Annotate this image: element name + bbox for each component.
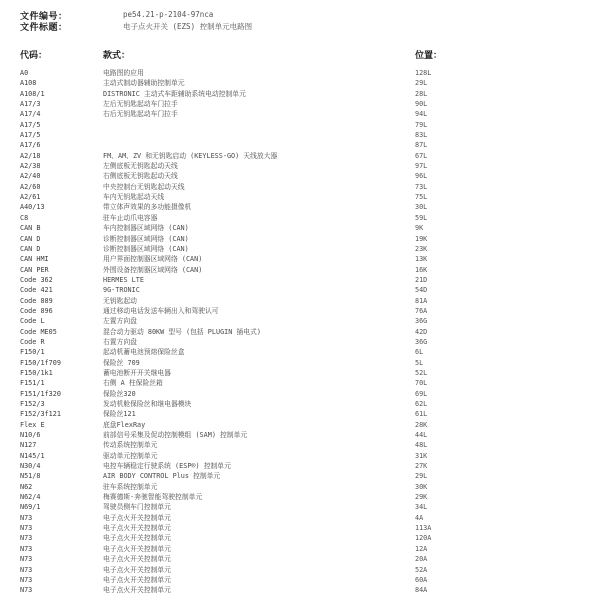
- column-header-code: 代码：: [20, 51, 48, 61]
- row-location: 60A: [415, 575, 428, 584]
- file-title-value: 电子点火开关 (EZS) 控制单元电路图: [123, 22, 253, 31]
- table-row: [0, 554, 603, 564]
- row-description: 电控车辆稳定行驶系统 (ESP®) 控制单元: [103, 462, 231, 471]
- row-code: N145/1: [20, 451, 45, 460]
- row-code: F151/1f320: [20, 389, 61, 398]
- table-row: [0, 161, 603, 171]
- row-location: 29L: [415, 472, 428, 481]
- row-code: A17/4: [20, 110, 41, 119]
- row-code: F150/1k1: [20, 368, 53, 377]
- row-code: CAN B: [20, 224, 41, 233]
- table-row: [0, 99, 603, 109]
- row-code: N73: [20, 575, 33, 584]
- row-code: F150/1f709: [20, 358, 61, 367]
- row-code: N73: [20, 513, 33, 522]
- table-row: [0, 337, 603, 347]
- row-code: N73: [20, 555, 33, 564]
- row-code: F150/1: [20, 348, 45, 357]
- table-row: [0, 378, 603, 388]
- row-code: A17/5: [20, 131, 41, 140]
- row-description: 电子点火开关控制单元: [103, 555, 171, 564]
- row-location: 29K: [415, 493, 428, 502]
- row-description: 驱动单元控制单元: [103, 451, 158, 460]
- table-row: [0, 492, 603, 502]
- table-row: [0, 585, 603, 595]
- row-location: 69L: [415, 389, 428, 398]
- table-row: [0, 285, 603, 295]
- row-location: 97L: [415, 162, 428, 171]
- table-row: [0, 109, 603, 119]
- row-code: Code R: [20, 337, 45, 346]
- row-code: N62/4: [20, 493, 41, 502]
- row-location: 36G: [415, 317, 428, 326]
- row-location: 94L: [415, 110, 428, 119]
- row-location: 20A: [415, 555, 428, 564]
- row-code: A2/18: [20, 151, 41, 160]
- row-code: A17/5: [20, 120, 41, 129]
- row-code: A0: [20, 69, 29, 77]
- row-description: 电子点火开关控制单元: [103, 586, 171, 595]
- table-row: [0, 244, 603, 254]
- component-table: [0, 68, 603, 596]
- row-code: A108: [20, 79, 37, 88]
- row-location: 76A: [415, 306, 428, 315]
- row-code: Code 889: [20, 296, 53, 305]
- row-description: 右置方向盘: [103, 337, 137, 346]
- row-code: CAN D: [20, 234, 41, 243]
- row-description: 前部信号采集及促动控制模组 (SAM) 控制单元: [103, 431, 248, 440]
- row-code: CAN D: [20, 244, 41, 253]
- row-location: 59L: [415, 213, 428, 222]
- row-code: N51/8: [20, 472, 41, 481]
- table-row: [0, 399, 603, 409]
- row-code: A2/40: [20, 172, 41, 181]
- table-row: [0, 192, 603, 202]
- table-row: [0, 420, 603, 430]
- row-code: A40/13: [20, 203, 45, 212]
- table-row: [0, 89, 603, 99]
- row-location: 52L: [415, 368, 428, 377]
- row-location: 61L: [415, 410, 428, 419]
- row-code: N62: [20, 482, 33, 491]
- row-code: Code 362: [20, 275, 53, 284]
- row-code: A17/3: [20, 100, 41, 109]
- row-location: 54D: [415, 286, 428, 295]
- table-row: [0, 533, 603, 543]
- table-row: [0, 430, 603, 440]
- row-description: 驾驶员侧车门控制单元: [103, 503, 171, 512]
- row-code: F152/3: [20, 400, 45, 408]
- row-location: 81A: [415, 296, 428, 305]
- row-location: 75L: [415, 193, 428, 202]
- row-location: 128L: [415, 69, 432, 77]
- row-code: N30/4: [20, 462, 41, 471]
- file-number-label: 文件编号：: [20, 12, 68, 22]
- row-code: A17/6: [20, 141, 41, 150]
- table-row: [0, 482, 603, 492]
- table-row: [0, 68, 603, 78]
- column-header-description: 款式：: [103, 51, 131, 61]
- table-row: [0, 316, 603, 326]
- row-description: 车内控制器区域网络 (CAN): [103, 224, 189, 233]
- row-description: 通过移动电话发送车辆出入和驾驶认可: [103, 306, 219, 315]
- row-location: 5L: [415, 358, 424, 367]
- table-row: [0, 265, 603, 275]
- table-row: [0, 275, 603, 285]
- row-description: 电子点火开关控制单元: [103, 544, 171, 553]
- row-location: 113A: [415, 524, 432, 533]
- row-description: 诊断控制器区域网络 (CAN): [103, 244, 189, 253]
- row-location: 62L: [415, 400, 428, 408]
- row-location: 30L: [415, 203, 428, 212]
- row-description: 外围设备控制器区域网络 (CAN): [103, 265, 203, 274]
- row-location: 27K: [415, 462, 428, 471]
- table-row: [0, 575, 603, 585]
- row-code: Code 421: [20, 286, 53, 295]
- row-location: 73L: [415, 182, 428, 191]
- table-row: [0, 140, 603, 150]
- row-description: AIR BODY CONTROL Plus 控制单元: [103, 472, 221, 481]
- row-location: 87L: [415, 141, 428, 150]
- row-location: 19K: [415, 234, 428, 243]
- row-description: 混合动力驱动 80KW 型号 (包括 PLUGIN 插电式): [103, 327, 261, 336]
- row-description: DISTRONIC 主动式车距辅助系统电动控制单元: [103, 89, 246, 98]
- row-description: 蓄电池断开开关继电器: [103, 368, 171, 377]
- row-code: F152/3f121: [20, 410, 61, 419]
- row-code: A108/1: [20, 89, 45, 98]
- row-location: 6L: [415, 348, 424, 357]
- table-row: [0, 202, 603, 212]
- table-row: [0, 451, 603, 461]
- row-location: 67L: [415, 151, 428, 160]
- row-description: 驻车系统控制单元: [103, 482, 158, 491]
- row-location: 34L: [415, 503, 428, 512]
- row-description: 驻车止动爪电容器: [103, 213, 158, 222]
- row-description: 底盘FlexRay: [103, 420, 146, 429]
- table-row: [0, 368, 603, 378]
- row-location: 4A: [415, 513, 424, 522]
- table-row: [0, 565, 603, 575]
- row-code: Flex E: [20, 420, 45, 429]
- row-description: 电路图的应用: [103, 69, 144, 77]
- table-row: [0, 130, 603, 140]
- row-code: Code 896: [20, 306, 53, 315]
- table-row: [0, 358, 603, 368]
- table-row: [0, 544, 603, 554]
- row-code: N69/1: [20, 503, 41, 512]
- table-row: [0, 151, 603, 161]
- row-location: 9K: [415, 224, 424, 233]
- row-code: Code L: [20, 317, 45, 326]
- row-location: 44L: [415, 431, 428, 440]
- row-code: N73: [20, 565, 33, 574]
- row-location: 42D: [415, 327, 428, 336]
- row-description: FM、AM、ZV 和无钥匙启动 (KEYLESS-GO) 天线放大器: [103, 151, 278, 160]
- row-location: 23K: [415, 244, 428, 253]
- row-description: 左侧底板无钥匙起动天线: [103, 162, 178, 171]
- row-code: A2/60: [20, 182, 41, 191]
- table-row: [0, 409, 603, 419]
- row-description: 传动系统控制单元: [103, 441, 158, 450]
- row-description: 车内无钥匙起动天线: [103, 193, 165, 202]
- row-location: 28K: [415, 420, 428, 429]
- row-description: 电子点火开关控制单元: [103, 534, 171, 543]
- row-location: 21D: [415, 275, 428, 284]
- row-location: 52A: [415, 565, 428, 574]
- row-description: 9G-TRONIC: [103, 286, 140, 295]
- row-code: CAN HMI: [20, 255, 49, 264]
- row-code: N73: [20, 534, 33, 543]
- row-description: 右后无钥匙起动车门拉手: [103, 110, 178, 119]
- row-description: 带立体声效果的多功能摄像机: [103, 203, 192, 212]
- table-row: [0, 182, 603, 192]
- row-description: 右侧底板无钥匙起动天线: [103, 172, 178, 181]
- row-description: HERMES LTE: [103, 275, 144, 284]
- row-description: 无钥匙起动: [103, 296, 137, 305]
- row-description: 发动机舱保险丝和继电器模块: [103, 400, 192, 408]
- row-description: 中央控制台无钥匙起动天线: [103, 182, 185, 191]
- table-row: [0, 254, 603, 264]
- row-description: 用户界面控制器区域网络 (CAN): [103, 255, 203, 264]
- row-code: N73: [20, 544, 33, 553]
- row-description: 电子点火开关控制单元: [103, 565, 171, 574]
- table-row: [0, 347, 603, 357]
- table-row: [0, 120, 603, 130]
- table-row: [0, 306, 603, 316]
- row-code: N10/6: [20, 431, 41, 440]
- row-description: 电子点火开关控制单元: [103, 524, 171, 533]
- row-description: 起动机蓄电池预熔保险丝盒: [103, 348, 185, 357]
- column-header-location: 位置：: [415, 51, 443, 61]
- row-code: A2/61: [20, 193, 41, 202]
- table-row: [0, 461, 603, 471]
- row-location: 70L: [415, 379, 428, 388]
- row-location: 79L: [415, 120, 428, 129]
- row-location: 13K: [415, 255, 428, 264]
- row-code: N73: [20, 524, 33, 533]
- row-location: 12A: [415, 544, 428, 553]
- row-description: 左置方向盘: [103, 317, 137, 326]
- row-location: 120A: [415, 534, 432, 543]
- table-row: [0, 223, 603, 233]
- row-code: Code ME05: [20, 327, 57, 336]
- table-row: [0, 234, 603, 244]
- table-row: [0, 327, 603, 337]
- row-location: 31K: [415, 451, 428, 460]
- table-row: [0, 171, 603, 181]
- row-location: 90L: [415, 100, 428, 109]
- row-description: 主动式制动器辅助控制单元: [103, 79, 185, 88]
- row-code: N127: [20, 441, 37, 450]
- table-row: [0, 296, 603, 306]
- row-code: CAN PER: [20, 265, 49, 274]
- row-location: 96L: [415, 172, 428, 181]
- table-row: [0, 389, 603, 399]
- row-location: 36G: [415, 337, 428, 346]
- row-description: 诊断控制器区域网络 (CAN): [103, 234, 189, 243]
- row-location: 28L: [415, 89, 428, 98]
- row-code: A2/38: [20, 162, 41, 171]
- row-description: 电子点火开关控制单元: [103, 575, 171, 584]
- table-row: [0, 513, 603, 523]
- row-location: 48L: [415, 441, 428, 450]
- table-row: [0, 78, 603, 88]
- row-location: 16K: [415, 265, 428, 274]
- table-row: [0, 523, 603, 533]
- row-code: N73: [20, 586, 33, 595]
- row-location: 83L: [415, 131, 428, 140]
- row-description: 左后无钥匙起动车门拉手: [103, 100, 178, 109]
- row-description: 梅赛德斯-奔驰智能驾驶控制单元: [103, 493, 203, 502]
- file-title-label: 文件标题：: [20, 23, 68, 33]
- table-row: [0, 213, 603, 223]
- table-row: [0, 502, 603, 512]
- row-description: 保险丝 709: [103, 358, 140, 367]
- row-description: 电子点火开关控制单元: [103, 513, 171, 522]
- row-code: C8: [20, 213, 29, 222]
- row-description: 保险丝121: [103, 410, 136, 419]
- row-location: 29L: [415, 79, 428, 88]
- row-code: F151/1: [20, 379, 45, 388]
- row-location: 84A: [415, 586, 428, 595]
- table-row: [0, 440, 603, 450]
- row-description: 保险丝320: [103, 389, 136, 398]
- row-description: 右侧 A 柱保险丝箱: [103, 379, 163, 388]
- row-location: 30K: [415, 482, 428, 491]
- table-row: [0, 471, 603, 481]
- file-number-value: pe54.21-p-2104-97nca: [123, 10, 214, 19]
